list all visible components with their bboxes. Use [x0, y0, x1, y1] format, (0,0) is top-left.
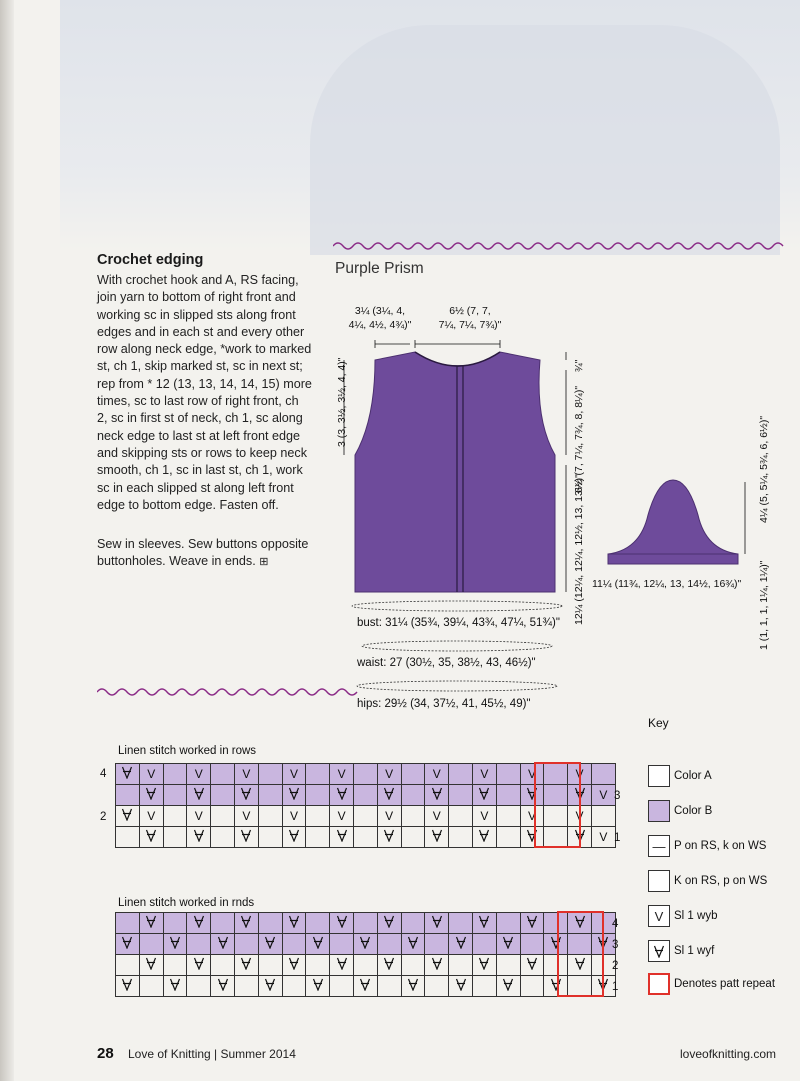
knit-stitch: [353, 764, 377, 785]
sl1-wyf-stitch: [139, 827, 163, 848]
knit-stitch: [377, 934, 401, 955]
knit-stitch: [401, 806, 425, 827]
page-gutter: [0, 0, 14, 1081]
knit-stitch: [306, 827, 330, 848]
row-label-2: 2: [100, 811, 107, 823]
sl1-wyf-stitch: [139, 955, 163, 976]
key-label: Color A: [674, 770, 712, 782]
armhole-dimension: 6½ (7, 7¼, 7¾, 8, 8¼)": [573, 385, 585, 493]
sleeve-band-depth: 1 (1, 1, 1, 1¼, 1¼)": [758, 560, 770, 650]
knit-stitch: [353, 913, 377, 934]
knit-stitch: [258, 764, 282, 785]
sl1-wyf-stitch: [330, 785, 354, 806]
key-label: Denotes patt repeat: [674, 978, 776, 990]
sl1-wyf-stitch: [401, 934, 425, 955]
sl1-wyf-stitch: [116, 976, 140, 997]
knit-stitch: [449, 764, 473, 785]
knit-stitch: [496, 827, 520, 848]
knit-stitch: [163, 785, 187, 806]
vest-schematic: [330, 330, 580, 610]
knit-stitch: [211, 785, 235, 806]
sl1-wyf-stitch: [449, 976, 473, 997]
rnds-chart-row-2: [116, 934, 616, 955]
sl1-wyf-stitch: [353, 934, 377, 955]
sl1-wyb-stitch: V: [425, 764, 449, 785]
sl1-wyb-stitch: V: [568, 764, 592, 785]
neck-dimension: 6½ (7, 7, 7¼, 7¼, 7¾)": [438, 305, 502, 331]
key-swatch: [648, 800, 670, 822]
key-item: [648, 940, 714, 962]
background-garment: [310, 25, 780, 255]
sl1-wyf-stitch: [472, 913, 496, 934]
knit-stitch: [116, 955, 140, 976]
knit-stitch: [258, 806, 282, 827]
sl1-wyf-stitch: [401, 976, 425, 997]
page-number: 28: [97, 1045, 114, 1062]
key-swatch: [648, 973, 670, 995]
knit-stitch: [449, 913, 473, 934]
neck-depth-dimension: 3 (3, 3½, 3½, 4, 4)": [336, 357, 348, 447]
knit-stitch: [163, 913, 187, 934]
key-swatch: —: [648, 835, 670, 857]
sl1-wyb-stitch: V: [520, 806, 544, 827]
key-item: [648, 973, 775, 995]
knit-stitch: [187, 934, 211, 955]
knit-stitch: [520, 934, 544, 955]
knit-stitch: [401, 827, 425, 848]
waist-measurement: waist: 27 (30½, 35, 38½, 43, 46½)": [357, 657, 536, 669]
sl1-wyf-stitch: [306, 976, 330, 997]
website-url: loveofknitting.com: [680, 1047, 777, 1061]
schematic-title: Purple Prism: [335, 260, 424, 277]
sl1-wyf-stitch: [187, 913, 211, 934]
knit-stitch: [234, 934, 258, 955]
key-label: Sl 1 wyf: [674, 945, 715, 957]
sl1-wyf-stitch: [425, 827, 449, 848]
sl1-wyf-stitch: [496, 934, 520, 955]
sl1-wyf-stitch: [472, 827, 496, 848]
rnds-chart-row-3: [116, 955, 616, 976]
knit-stitch: [234, 976, 258, 997]
knit-stitch: [449, 806, 473, 827]
sl1-wyf-stitch: [472, 955, 496, 976]
sl1-wyb-stitch: V: [520, 764, 544, 785]
crochet-edging-heading: Crochet edging: [97, 252, 204, 268]
knit-stitch: [449, 785, 473, 806]
knit-stitch: [139, 934, 163, 955]
knit-stitch: [139, 976, 163, 997]
sl1-wyb-stitch: V: [139, 764, 163, 785]
end-mark-icon: ⊞: [259, 556, 269, 569]
knit-stitch: [496, 955, 520, 976]
rnds-chart-grid: [115, 912, 619, 997]
shoulder-drop-dimension: ¾": [573, 359, 585, 372]
key-item: [648, 905, 717, 927]
knit-stitch: [116, 913, 140, 934]
knit-stitch: [211, 913, 235, 934]
sl1-wyf-stitch: [187, 785, 211, 806]
sleeve-cap-schematic: [600, 470, 750, 570]
rows-patt-repeat-box: [534, 762, 581, 848]
knit-stitch: [282, 976, 306, 997]
sl1-wyf-stitch: [306, 934, 330, 955]
key-item: [648, 870, 767, 892]
sl1-wyf-stitch: [330, 955, 354, 976]
sl1-wyf-stitch: [472, 785, 496, 806]
sl1-wyf-stitch: [116, 806, 140, 827]
sl1-wyb-stitch: V: [425, 806, 449, 827]
knit-stitch: [116, 785, 140, 806]
measurement-ellipses: [345, 598, 570, 698]
sleeve-width-dimension: 11¼ (11¾, 12¼, 13, 14½, 16¾)": [592, 578, 742, 590]
sl1-wyb-stitch: V: [330, 764, 354, 785]
rnds-chart-row-1: [116, 913, 616, 934]
sl1-wyf-stitch: [163, 934, 187, 955]
sl1-wyf-stitch: [425, 913, 449, 934]
rows-chart-title: Linen stitch worked in rows: [118, 745, 257, 757]
sl1-wyf-stitch: [211, 934, 235, 955]
rnd-label-4: 4: [612, 918, 619, 930]
knit-stitch: [449, 955, 473, 976]
side-length-dimension: 12¼ (12¼, 12¼, 12½, 13, 13½)": [573, 474, 585, 625]
sl1-wyf-stitch: [520, 913, 544, 934]
knit-stitch: [425, 976, 449, 997]
sl1-wyb-stitch: V: [187, 806, 211, 827]
knit-stitch: [211, 827, 235, 848]
knit-stitch: [353, 785, 377, 806]
sl1-wyf-stitch: [139, 913, 163, 934]
shoulder-dimension: 3¼ (3¼, 4, 4¼, 4½, 4¾)": [348, 305, 412, 331]
sl1-wyf-stitch: [139, 785, 163, 806]
sl1-wyf-stitch: [234, 827, 258, 848]
hips-measurement: hips: 29½ (34, 37½, 41, 45½, 49)": [357, 698, 531, 710]
knit-stitch: [163, 955, 187, 976]
knit-stitch: [258, 785, 282, 806]
knit-stitch: [401, 785, 425, 806]
knit-stitch: [496, 913, 520, 934]
knit-stitch: [591, 806, 615, 827]
sl1-wyf-stitch: [377, 785, 401, 806]
sl1-wyf-stitch: [163, 976, 187, 997]
knit-stitch: [330, 976, 354, 997]
sl1-wyf-stitch: [282, 913, 306, 934]
sl1-wyb-stitch: V: [282, 806, 306, 827]
sl1-wyf-stitch: [496, 976, 520, 997]
knit-stitch: [401, 955, 425, 976]
sl1-wyf-stitch: [234, 785, 258, 806]
knit-stitch: [591, 764, 615, 785]
bust-measurement: bust: 31¼ (35¾, 39¼, 43¾, 47¼, 51¾)": [357, 617, 560, 629]
rnd-label-3: 3: [612, 939, 619, 951]
key-title: Key: [648, 716, 669, 730]
rnds-patt-repeat-box: [557, 911, 604, 997]
sl1-wyb-stitch: V: [472, 806, 496, 827]
sl1-wyb-stitch: V: [377, 764, 401, 785]
knit-stitch: [211, 806, 235, 827]
knit-stitch: [353, 827, 377, 848]
key-label: K on RS, p on WS: [674, 875, 768, 887]
sl1-wyb-stitch: V: [377, 806, 401, 827]
wavy-rule-bottom: [97, 686, 359, 698]
sl1-wyb-stitch: V: [187, 764, 211, 785]
knit-stitch: [258, 955, 282, 976]
knit-stitch: [496, 806, 520, 827]
sl1-wyf-stitch: [353, 976, 377, 997]
knit-stitch: [258, 827, 282, 848]
sl1-wyf-stitch: [425, 955, 449, 976]
knit-stitch: [401, 764, 425, 785]
sl1-wyf-stitch: [520, 955, 544, 976]
sl1-wyf-stitch: [234, 955, 258, 976]
sl1-wyb-stitch: V: [568, 806, 592, 827]
rnd-label-1: 1: [612, 981, 619, 993]
knit-stitch: [163, 827, 187, 848]
sl1-wyb-stitch: V: [591, 827, 615, 848]
knit-stitch: [211, 764, 235, 785]
knit-stitch: [258, 913, 282, 934]
sl1-wyf-stitch: [330, 827, 354, 848]
sl1-wyf-stitch: [187, 955, 211, 976]
key-swatch: [648, 940, 670, 962]
magazine-credit: Love of Knitting | Summer 2014: [128, 1047, 296, 1061]
sl1-wyf-stitch: [282, 827, 306, 848]
sl1-wyb-stitch: V: [282, 764, 306, 785]
knit-stitch: [306, 955, 330, 976]
key-label: P on RS, k on WS: [674, 840, 767, 852]
knit-stitch: [306, 785, 330, 806]
rnds-chart-row-4: [116, 976, 616, 997]
rnd-label-2: 2: [612, 960, 619, 972]
sl1-wyf-stitch: [282, 785, 306, 806]
sl1-wyf-stitch: [377, 913, 401, 934]
row-label-1: 1: [614, 832, 621, 844]
knit-stitch: [306, 806, 330, 827]
key-item: [648, 800, 712, 822]
key-item: [648, 835, 766, 857]
key-label: Sl 1 wyb: [674, 910, 718, 922]
sl1-wyf-stitch: [234, 913, 258, 934]
sl1-wyb-stitch: V: [234, 806, 258, 827]
key-item: [648, 765, 712, 787]
knit-stitch: [187, 976, 211, 997]
sl1-wyf-stitch: [330, 913, 354, 934]
sl1-wyb-stitch: V: [591, 785, 615, 806]
knit-stitch: [449, 827, 473, 848]
key-swatch: V: [648, 905, 670, 927]
key-swatch: [648, 870, 670, 892]
knit-stitch: [163, 806, 187, 827]
knit-stitch: [353, 955, 377, 976]
sl1-wyf-stitch: [258, 934, 282, 955]
knit-stitch: [472, 934, 496, 955]
knit-stitch: [306, 764, 330, 785]
crochet-edging-section: [97, 252, 312, 572]
knit-stitch: [401, 913, 425, 934]
knit-stitch: [496, 764, 520, 785]
sl1-wyf-stitch: [187, 827, 211, 848]
knit-stitch: [353, 806, 377, 827]
sl1-wyf-stitch: [377, 955, 401, 976]
background-photo: [60, 0, 800, 250]
knit-stitch: [163, 764, 187, 785]
sl1-wyf-stitch: [282, 955, 306, 976]
knit-stitch: [116, 827, 140, 848]
knit-stitch: [377, 976, 401, 997]
sl1-wyf-stitch: [258, 976, 282, 997]
row-label-3: 3: [614, 790, 621, 802]
knit-stitch: [472, 976, 496, 997]
knit-stitch: [282, 934, 306, 955]
sl1-wyf-stitch: [425, 785, 449, 806]
knit-stitch: [496, 785, 520, 806]
sl1-wyf-stitch: [377, 827, 401, 848]
knit-stitch: [520, 976, 544, 997]
sl1-wyb-stitch: V: [330, 806, 354, 827]
sl1-wyb-stitch: V: [472, 764, 496, 785]
sl1-wyf-stitch: [116, 934, 140, 955]
sl1-wyb-stitch: V: [234, 764, 258, 785]
sl1-wyb-stitch: V: [139, 806, 163, 827]
finishing-note: [97, 536, 312, 572]
rnds-chart-title: Linen stitch worked in rnds: [118, 897, 255, 909]
wavy-rule-top: [333, 240, 785, 252]
key-label: Color B: [674, 805, 713, 817]
crochet-edging-body: With crochet hook and A, RS facing, join yarn to bottom of right front and working sc in slipped sts along front edges and in each st and every other row along neck edge, *work to marked st, ch 1, skip marked st, sc in next st; rep from * 12 (13, 13, 14, 14, 15) more times, sc to last row of right front, ch 2, sc in first st of neck, ch 1, sc along neck edge to last st at left front edge and skipping sts or rows to keep neck smooth, ch 1, sc in last st, ch 1, work sc in each slipped st along left front edge to bottom edge. Fasten off.: [97, 273, 312, 512]
sl1-wyf-stitch: [449, 934, 473, 955]
knit-stitch: [306, 913, 330, 934]
knit-stitch: [211, 955, 235, 976]
key-swatch: [648, 765, 670, 787]
sl1-wyf-stitch: [116, 764, 140, 785]
knit-stitch: [330, 934, 354, 955]
finishing-text: Sew in sleeves. Sew buttons opposite buttonholes. Weave in ends.: [97, 537, 309, 569]
sleeve-cap-height: 4¼ (5, 5¼, 5¾, 6, 6½)": [758, 415, 770, 523]
sl1-wyf-stitch: [211, 976, 235, 997]
row-label-4: 4: [100, 768, 107, 780]
knit-stitch: [425, 934, 449, 955]
